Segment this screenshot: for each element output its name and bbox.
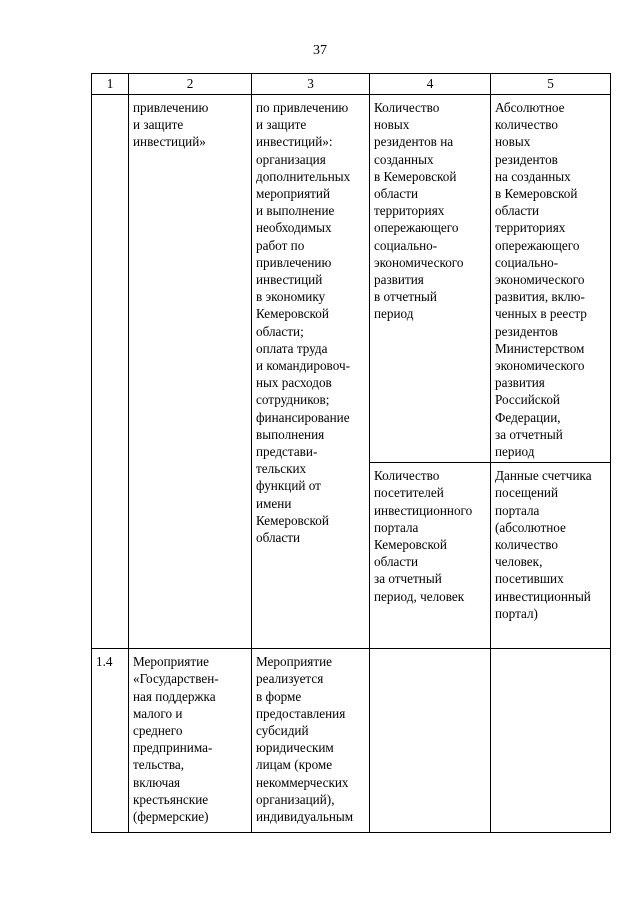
table-row xyxy=(92,95,611,463)
indicator-name-cell: Количество посетителей инвестиционного портала Кемеровской области за отчетный период, человек xyxy=(370,463,491,649)
table-row xyxy=(92,649,611,833)
event-description-cell: по привлечению и защите инвестиций»: организация дополнительных мероприятий и выполнение необходимых работ по привлечению инвестиций в экономику Кемеровской области; оплата труда и командировоч- ных расходов сотрудников; финансирование выполнения представи- тельских функций от имени Кемеровской области xyxy=(252,95,370,649)
indicator-method-cell xyxy=(491,649,611,833)
page-number: 37 xyxy=(313,43,327,58)
event-name-cell: привлечению и защите инвестиций» xyxy=(129,95,252,649)
header-cell-5: 5 xyxy=(491,74,611,95)
event-description-cell: Мероприятие реализуется в форме предоставления субсидий юридическим лицам (кроме некоммерческих организаций), индивидуальным xyxy=(252,649,370,833)
row-number-cell: 1.4 xyxy=(92,649,129,833)
indicator-method-cell: Абсолютное количество новых резидентов на созданных в Кемеровской области территориях опережающего социально- экономического развития, вклю- ченных в реестр резидентов Министерством экономического развития Российской Федерации, за отчетный период xyxy=(491,95,611,463)
data-table xyxy=(91,73,611,833)
header-cell-1: 1 xyxy=(92,74,129,95)
header-cell-2: 2 xyxy=(129,74,252,95)
event-name-cell: Мероприятие «Государствен- ная поддержка малого и среднего предпринима- тельства, включая крестьянские (фермерские) xyxy=(129,649,252,833)
header-cell-4: 4 xyxy=(370,74,491,95)
row-number-cell xyxy=(92,95,129,649)
header-cell-3: 3 xyxy=(252,74,370,95)
table-header-row xyxy=(92,74,611,95)
indicator-name-cell xyxy=(370,649,491,833)
indicator-name-cell: Количество новых резидентов на созданных в Кемеровской области территориях опережающего социально- экономического развития в отчетный период xyxy=(370,95,491,463)
indicator-method-cell: Данные счетчика посещений портала (абсолютное количество человек, посетивших инвестиционный портал) xyxy=(491,463,611,649)
